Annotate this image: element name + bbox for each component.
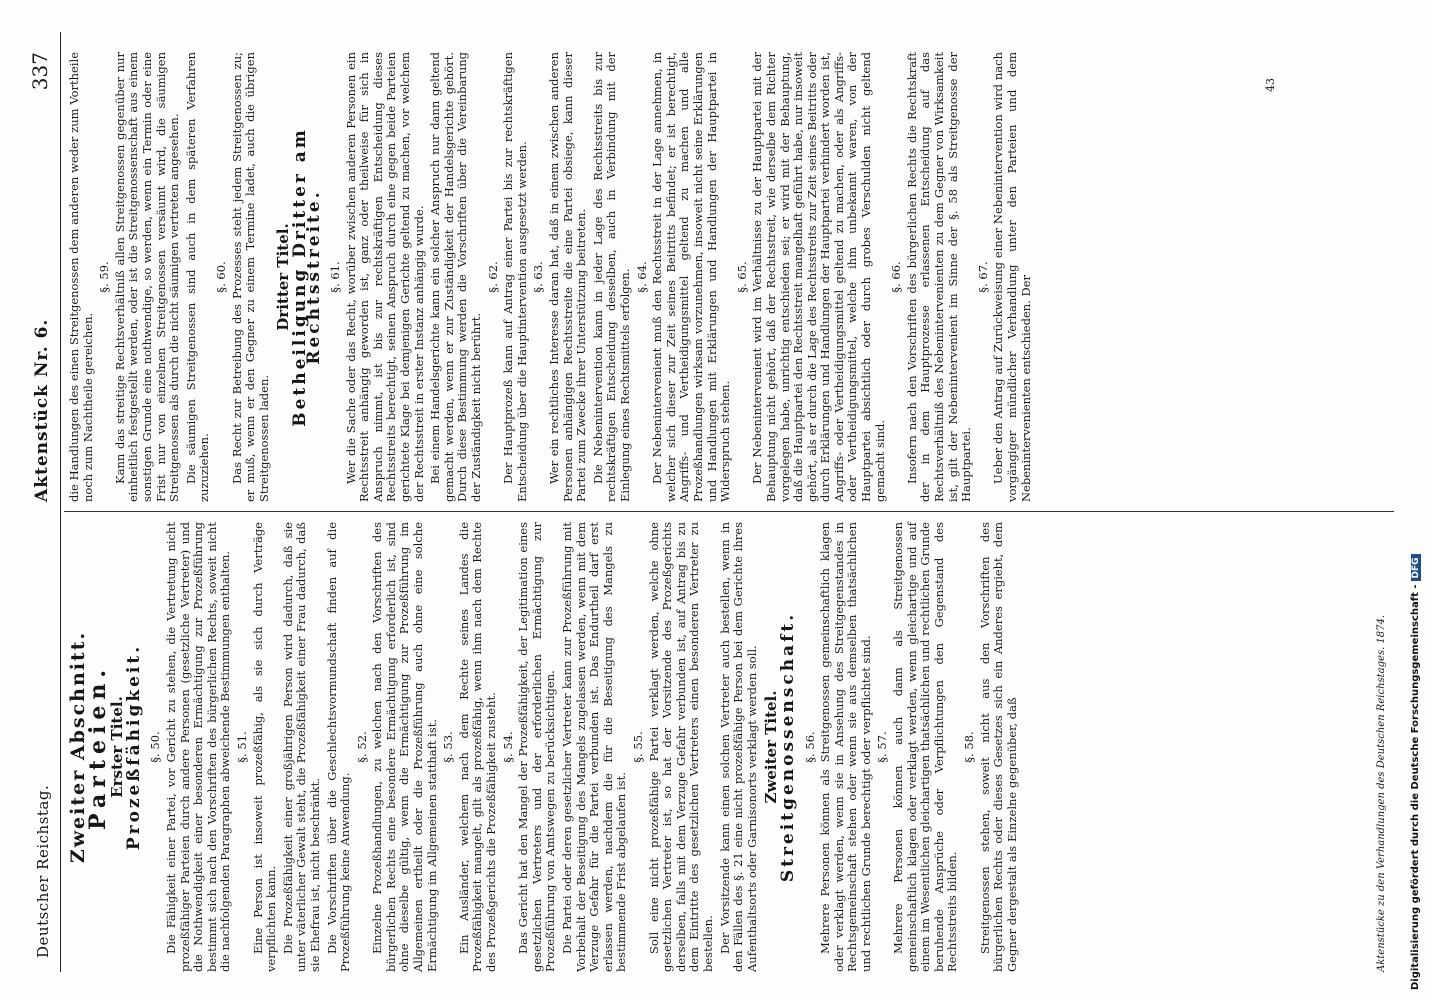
- column-divider: [64, 511, 1394, 512]
- body-text: Ein Ausländer, welchem nach dem Rechte seines Landes die Prozeßfähigkeit mangelt, gilt als prozeßfähig, wenn ihm nach dem Rechte des Prozeßgerichts die Prozeßfähigkeit zusteht.: [456, 522, 499, 972]
- paragraph-number: §. 60.: [213, 261, 228, 293]
- digitization-credit: [1410, 0, 1421, 990]
- body-text: Die Prozeßfähigkeit einer großjährigen Person wird dadurch, daß sie unter väterlicher Gewalt steht, die Prozeßfähigkeit einer Frau dadurch, daß sie Ehefrau ist, nicht beschränkt.: [280, 522, 322, 972]
- title-heading: Dritter Titel.: [274, 223, 293, 331]
- body-text: Wer die Sache oder das Recht, worüber zwischen anderen Personen ein Rechtsstreit anhängig geworden ist, ganz oder theilweise für sich in Anspruch nimmt, ist bis zur rechtskräftigen Entscheidung dieses Rechtsstreits berechtigt, seinen Anspruch durch eine gegen beide Parteien gerichtete Klage bei demjenigen Gerichte geltend zu machen, vor welchem der Rechtsstreit in erster Instanz anhängig wurde.: [343, 52, 426, 502]
- paragraph-number: §. 53.: [441, 731, 456, 763]
- body-text: Der Nebenintervenient muß den Rechtsstreit in der Lage annehmen, in welcher sich dieser zur Zeit seines Beitritts befindet; er ist berechtigt, Angriffs- und Vertheidigungsmittel geltend zu machen und alle Prozeßhandlungen wirksam vorzunehmen, insoweit nicht seine Erklärungen und Handlungen mit Erklärungen und Handlungen der Hauptpartei in Widerspruch stehen.: [650, 52, 733, 502]
- credit-text: Digitalisierung gefördert durch die Deutsche Forschungsgemeinschaft -: [1410, 584, 1421, 990]
- body-text: Das Gericht hat den Mangel der Prozeßfähigkeit, der Legitimation eines gesetzlichen Vertreters und der erforderlichen Ermächtigung zur Prozeßführung von Amtswegen zu berücksichtigen.: [516, 522, 558, 972]
- body-text: Die Partei oder deren gesetzlicher Vertreter kann zur Prozeßführung mit Vorbehalt der Beseitigung des Mangels zugelassen werden, wenn mit dem Verzuge Gefahr für die Partei verbunden ist. Das Endurtheil darf erst erlassen werden, nachdem die für die Beseitigung des Mangels zu bestimmende Frist abgelaufen ist.: [560, 522, 629, 972]
- body-text: Der Hauptprozeß kann auf Antrag einer Partei bis zur rechtskräftigen Entscheidung über die Hauptintervention ausgesetzt werden.: [501, 52, 529, 502]
- header-publication: Deutscher Reichstag.: [34, 784, 52, 958]
- paragraph-number: §. 55.: [630, 731, 645, 763]
- dfg-logo: DFG: [1411, 554, 1421, 581]
- body-text: Der Vorsitzende kann einen solchen Vertreter auch bestellen, wenn in den Fällen des §. 21 eine nicht prozeßfähige Person bei dem Gerichte ihres Aufenthaltsorts oder Garnisonorts verklagt werden soll.: [717, 522, 759, 972]
- body-text: Soll eine nicht prozeßfähige Partei verklagt werden, welche ohne gesetzlichen Vertreter ist, so hat der Vorsitzende des Prozeßgerichts derselben, falls mit dem Verzuge Gefahr verbunden ist, auf Antrag bis zu dem Eintritte des gesetzlichen Vertreters einen besonderen Vertreter zu bestellen.: [646, 522, 715, 972]
- body-text: Mehrere Personen können auch dann als Streitgenossen gemeinschaftlich klagen oder verklagt werden, wenn gleichartige und auf einem im Wesentlichen gleichartigen thatsächlichen und rechtlichen Grunde beruhende Ansprüche oder Verpflichtungen den Gegenstand des Rechtsstreits bilden.: [891, 522, 960, 972]
- body-text: Kann das streitige Rechtsverhältniß allen Streitgenossen gegenüber nur einheitlich festgestellt werden, oder ist die Streitgenossenschaft aus einem sonstigen Grunde eine nothwendige, so werden, wenn ein Termin oder eine Frist nur von einzelnen Streitgenossen versäumt wird, die säumigen Streitgenossen als durch die nicht säumigen vertreten angesehen.: [112, 52, 182, 502]
- paragraph-number: §. 64.: [634, 261, 649, 293]
- header-rule: [60, 32, 61, 972]
- paragraph-number: §. 56.: [802, 731, 817, 763]
- body-text: Ueber den Antrag auf Zurückweisung einer Nebenintervention wird nach vorgängiger mündlicher Verhandlung unter den Parteien und dem Nebenintervenienten entschieden. Der: [991, 52, 1033, 502]
- rotated-page: [24, 32, 1404, 972]
- paragraph-number: §. 54.: [500, 731, 515, 763]
- body-text: die Handlungen des einen Streitgenossen dem anderen weder zum Vortheile noch zum Nachtheile gereichen.: [67, 52, 95, 502]
- footer-note: Aktenstücke zu den Verhandlungen des Deutschen Reichstages. 1874.: [1376, 614, 1387, 972]
- body-text: Die Nebenintervention kann in jeder Lage des Rechtsstreits bis zur rechtskräftigen Entscheidung desselben, auch in Verbindung mit der Einlegung eines Rechtsmittels erfolgen.: [590, 52, 632, 502]
- body-text: Einzelne Prozeßhandlungen, zu welchen nach den Vorschriften des bürgerlichen Rechts eine besondere Ermächtigung erforderlich ist, sind ohne dieselbe gültig, wenn die Ermächtigung zur Prozeßführung im Allgemeinen ertheilt oder die Prozeßführung auch ohne eine solche Ermächtigung im Allgemeinen statthaft ist.: [370, 522, 439, 972]
- body-text: Insofern nach den Vorschriften des bürgerlichen Rechts die Rechtskraft der in dem Hauptprozesse erlassenen Entscheidung auf das Rechtsverhältniß des Nebenintervenienten zu dem Gegner von Wirksamkeit ist, gilt der Nebenintervenient im Sinne der §. 58 als Streitgenosse der Hauptpartei.: [904, 52, 974, 502]
- header-document-number: Aktenstück Nr. 6.: [32, 318, 52, 502]
- title-heading: Zweiter Titel.: [762, 690, 781, 804]
- paragraph-number: §. 67.: [975, 261, 990, 293]
- body-text: Die Fähigkeit einer Partei, vor Gericht zu stehen, die Vertretung nicht prozeßfähiger Parteien durch andere Personen (gesetzliche Vertreter) und die Nothwendigkeit einer besonderen Ermächtigung zur Prozeßführung bestimmt sich nach den Vorschriften des bürgerlichen Rechts, soweit nicht die nachfolgenden Paragraphen abweichende Bestimmungen enthalten.: [163, 522, 233, 972]
- section-heading: Zweiter Abschnitt.: [67, 630, 89, 864]
- paragraph-number: §. 63.: [531, 261, 546, 293]
- body-text: Wer ein rechtliches Interesse daran hat, daß in einem zwischen anderen Personen anhängigen Rechtsstreite die eine Partei obsiege, kann dieser Partei zum Zwecke ihrer Unterstützung beitreten.: [547, 52, 589, 502]
- paragraph-number: §. 57.: [875, 731, 890, 763]
- paragraph-number: §. 66.: [889, 261, 904, 293]
- paragraph-number: §. 52.: [354, 731, 369, 763]
- page-header: [24, 32, 70, 972]
- paragraph-number: §. 61.: [328, 261, 343, 293]
- body-text: Bei einem Handelsgerichte kann ein solcher Anspruch nur dann geltend gemacht werden, wenn er zur Zuständigkeit der Handelsgerichte gehört. Durch diese Bestimmung werden die Vorschriften über die Vereinbarung der Zuständigkeit nicht berührt.: [428, 52, 484, 502]
- paragraph-number: §. 51.: [234, 731, 249, 763]
- left-column: [68, 522, 1022, 972]
- page-number: 337: [28, 52, 52, 91]
- paragraph-number: §. 65.: [734, 261, 749, 293]
- body-text: Eine Person ist insoweit prozeßfähig, als sie sich durch Verträge verpflichten kann.: [250, 522, 279, 972]
- paragraph-number: §. 50.: [148, 731, 163, 763]
- title-heading: Erster Titel.: [108, 696, 127, 798]
- subtitle-heading: Streitgenossenschaft.: [777, 611, 798, 883]
- paragraph-number: §. 59.: [97, 261, 112, 293]
- subtitle-heading: Betheiligung Dritter am Rechtsstreite.: [289, 127, 324, 427]
- body-text: Streitgenossen stehen, soweit nicht aus den Vorschriften des bürgerlichen Rechts oder dieses Gesetzes sich ein Anderes ergiebt, dem Gegner dergestalt als Einzelne gegenüber, daß: [977, 522, 1019, 972]
- right-column: [68, 52, 1036, 502]
- part-heading: Parteien.: [84, 664, 111, 830]
- sheet-signature: 43: [1264, 78, 1277, 92]
- body-text: Der Nebenintervenient wird im Verhältnisse zu der Hauptpartei mit der Behauptung nicht gehört, daß der Rechtsstreit, wie derselbe dem Richter vorgelegen habe, unrichtig entschieden sei; er wird mit der Behauptung, daß die Hauptpartei den Rechtsstreit mangelhaft geführt habe, nur insoweit gehört, als er durch die Lage des Rechtsstreits zur Zeit seines Beitritts oder durch Erklärungen und Handlungen der Hauptpartei verhindert worden ist, Angriffs- oder Vertheidigungsmittel geltend zu machen, oder als Angriffs- oder Vertheidigungsmittel, welche ihm unbekannt waren, von der Hauptpartei absichtlich oder durch grobes Verschulden nicht geltend gemacht sind.: [750, 52, 887, 502]
- paragraph-number: §. 62.: [485, 261, 500, 293]
- body-text: Die Vorschriften über die Geschlechtsvormundschaft finden auf die Prozeßführung keine Anwendung.: [324, 522, 353, 972]
- paragraph-number: §. 58.: [962, 731, 977, 763]
- body-text: Mehrere Personen können als Streitgenossen gemeinschaftlich klagen oder verklagt werden, wenn sie in Ansehung des Streitgegenstandes in Rechtsgemeinschaft stehen oder wenn sie aus demselben thatsächlichen und rechtlichen Grunde berechtigt oder verpflichtet sind.: [818, 522, 873, 972]
- body-text: Das Recht zur Betreibung des Prozesses steht jedem Streitgenossen zu; er muß, wenn er den Gegner zu einem Termine ladet, auch die übrigen Streitgenossen laden.: [229, 52, 271, 502]
- subtitle-heading: Prozeßfähigkeit.: [123, 643, 144, 851]
- body-text: Die säumigen Streitgenossen sind auch in dem späteren Verfahren zuzuziehen.: [183, 52, 212, 502]
